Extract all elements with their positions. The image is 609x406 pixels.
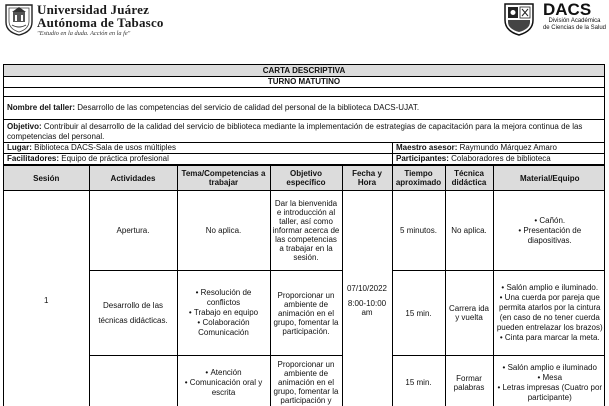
facilitators-participants-row xyxy=(4,154,604,165)
material-item: • Cinta para marcar la meta. xyxy=(496,333,605,343)
division-name: DACS xyxy=(543,0,592,19)
participants-label: Participantes: xyxy=(396,154,449,163)
material-item: • Mesa xyxy=(496,373,605,383)
col-header-duration: Tiempo aproximado xyxy=(392,166,445,191)
material-item: • Salón amplio e iluminado xyxy=(496,363,605,373)
document-title: CARTA DESCRIPTIVA xyxy=(4,65,604,77)
col-header-technique: Técnica didáctica xyxy=(445,166,493,191)
session-time: 8:00-10:00 am xyxy=(347,298,387,317)
materials-cell xyxy=(493,191,605,271)
col-header-date-time: Fecha y Hora xyxy=(342,166,392,191)
session-date: 07/10/2022 xyxy=(346,283,388,293)
participants-value: Colaboradores de biblioteca xyxy=(448,154,551,163)
col-header-objective: Objetivo específico xyxy=(270,166,342,191)
advisor-value: Raymundo Márquez Amaro xyxy=(457,143,557,152)
workshop-name-row xyxy=(4,97,604,120)
materials-cell xyxy=(493,271,605,356)
topic-item: • Atención xyxy=(180,368,268,378)
col-header-topics: Tema/Competencias a trabajar xyxy=(177,166,270,191)
objective-cell: Proporcionar un ambiente de animación en el grupo, fomentar la participación y xyxy=(270,356,342,406)
descriptive-chart xyxy=(3,64,605,406)
session-table xyxy=(4,165,605,406)
material-item: • Salón amplio e iluminado. xyxy=(496,283,605,293)
technique-cell: Formar palabras xyxy=(445,356,493,406)
topics-cell xyxy=(177,271,270,356)
topics-cell xyxy=(177,356,270,406)
dacs-seal-icon xyxy=(502,2,536,36)
table-row xyxy=(4,271,605,356)
place-advisor-row xyxy=(4,143,604,154)
material-item: • Letras impresas (Cuatro por participante) xyxy=(496,383,605,403)
duration-cell: 15 min. xyxy=(392,271,445,356)
objective-label: Objetivo: xyxy=(7,122,42,131)
university-motto: "Estudio en la duda. Acción en la fe" xyxy=(37,30,131,37)
date-time-cell xyxy=(342,191,392,406)
materials-cell xyxy=(493,356,605,406)
objective-cell: Proporcionar un ambiente de animación en el grupo, fomentar la participación. xyxy=(270,271,342,356)
duration-cell: 15 min. xyxy=(392,356,445,406)
topic-item: • Resolución de conflictos xyxy=(180,288,268,308)
page-header xyxy=(0,0,609,50)
university-name: Universidad Juárez Autónoma de Tabasco xyxy=(37,2,164,30)
division-full-name: División Académica de Ciencias de la Salud xyxy=(542,18,607,31)
topic-item: • Comunicación oral y escrita xyxy=(180,378,268,398)
material-item: • Presentación de diapositivas. xyxy=(496,226,605,246)
session-number: 1 xyxy=(4,191,89,406)
col-header-materials: Material/Equipo xyxy=(493,166,605,191)
facilitators-label: Facilitadores: xyxy=(7,154,60,163)
table-row xyxy=(4,191,605,271)
objective-row xyxy=(4,120,604,143)
facilitators-cell xyxy=(4,154,393,164)
spacer-row xyxy=(4,88,604,97)
table-row xyxy=(4,356,605,406)
participants-cell xyxy=(393,154,604,164)
material-item: • Cañón. xyxy=(496,216,605,226)
ujat-seal-icon xyxy=(3,2,35,36)
place-value: Biblioteca DACS-Sala de usos múltiples xyxy=(31,143,176,152)
duration-cell: 5 minutos. xyxy=(392,191,445,271)
table-header-row xyxy=(4,166,605,191)
technique-cell: Carrera ida y vuelta xyxy=(445,271,493,356)
topics-cell xyxy=(177,191,270,271)
objective-value: Contribuir al desarrollo de la calidad del servicio de biblioteca mediante la implementación de estrategias de capacitación para la mejora continua de las competencias del personal. xyxy=(7,122,583,141)
workshop-name-label: Nombre del taller: xyxy=(7,103,76,112)
technique-cell: No aplica. xyxy=(445,191,493,271)
topic-item: • Trabajo en equipo xyxy=(180,308,268,318)
workshop-name-value: Desarrollo de las competencias del servicio de calidad del personal de la biblioteca DACS-UJAT. xyxy=(75,103,420,112)
advisor-cell xyxy=(393,143,604,153)
topic-item: Comunicación xyxy=(198,328,249,337)
topic-item: No aplica. xyxy=(205,226,242,235)
material-item: • Una cuerda por pareja que permita atarlos por la cintura (en caso de no tener cuerda pueden entrelazar los brazos) xyxy=(496,293,605,333)
activity-cell: Apertura. xyxy=(89,191,177,271)
advisor-label: Maestro asesor: xyxy=(396,143,458,152)
place-cell xyxy=(4,143,393,153)
objective-cell: Dar la bienvenida e introducción al taller, así como informar acerca de las competencias a trabajar en la sesión. xyxy=(270,191,342,271)
col-header-activities: Actividades xyxy=(89,166,177,191)
place-label: Lugar: xyxy=(7,143,32,152)
col-header-session: Sesión xyxy=(4,166,89,191)
facilitators-value: Equipo de práctica profesional xyxy=(59,154,169,163)
shift-label: TURNO MATUTINO xyxy=(4,77,604,88)
topic-item: • Colaboración xyxy=(180,318,268,328)
activity-cell: Desarrollo de las técnicas didácticas. xyxy=(89,271,177,356)
activity-cell xyxy=(89,356,177,406)
